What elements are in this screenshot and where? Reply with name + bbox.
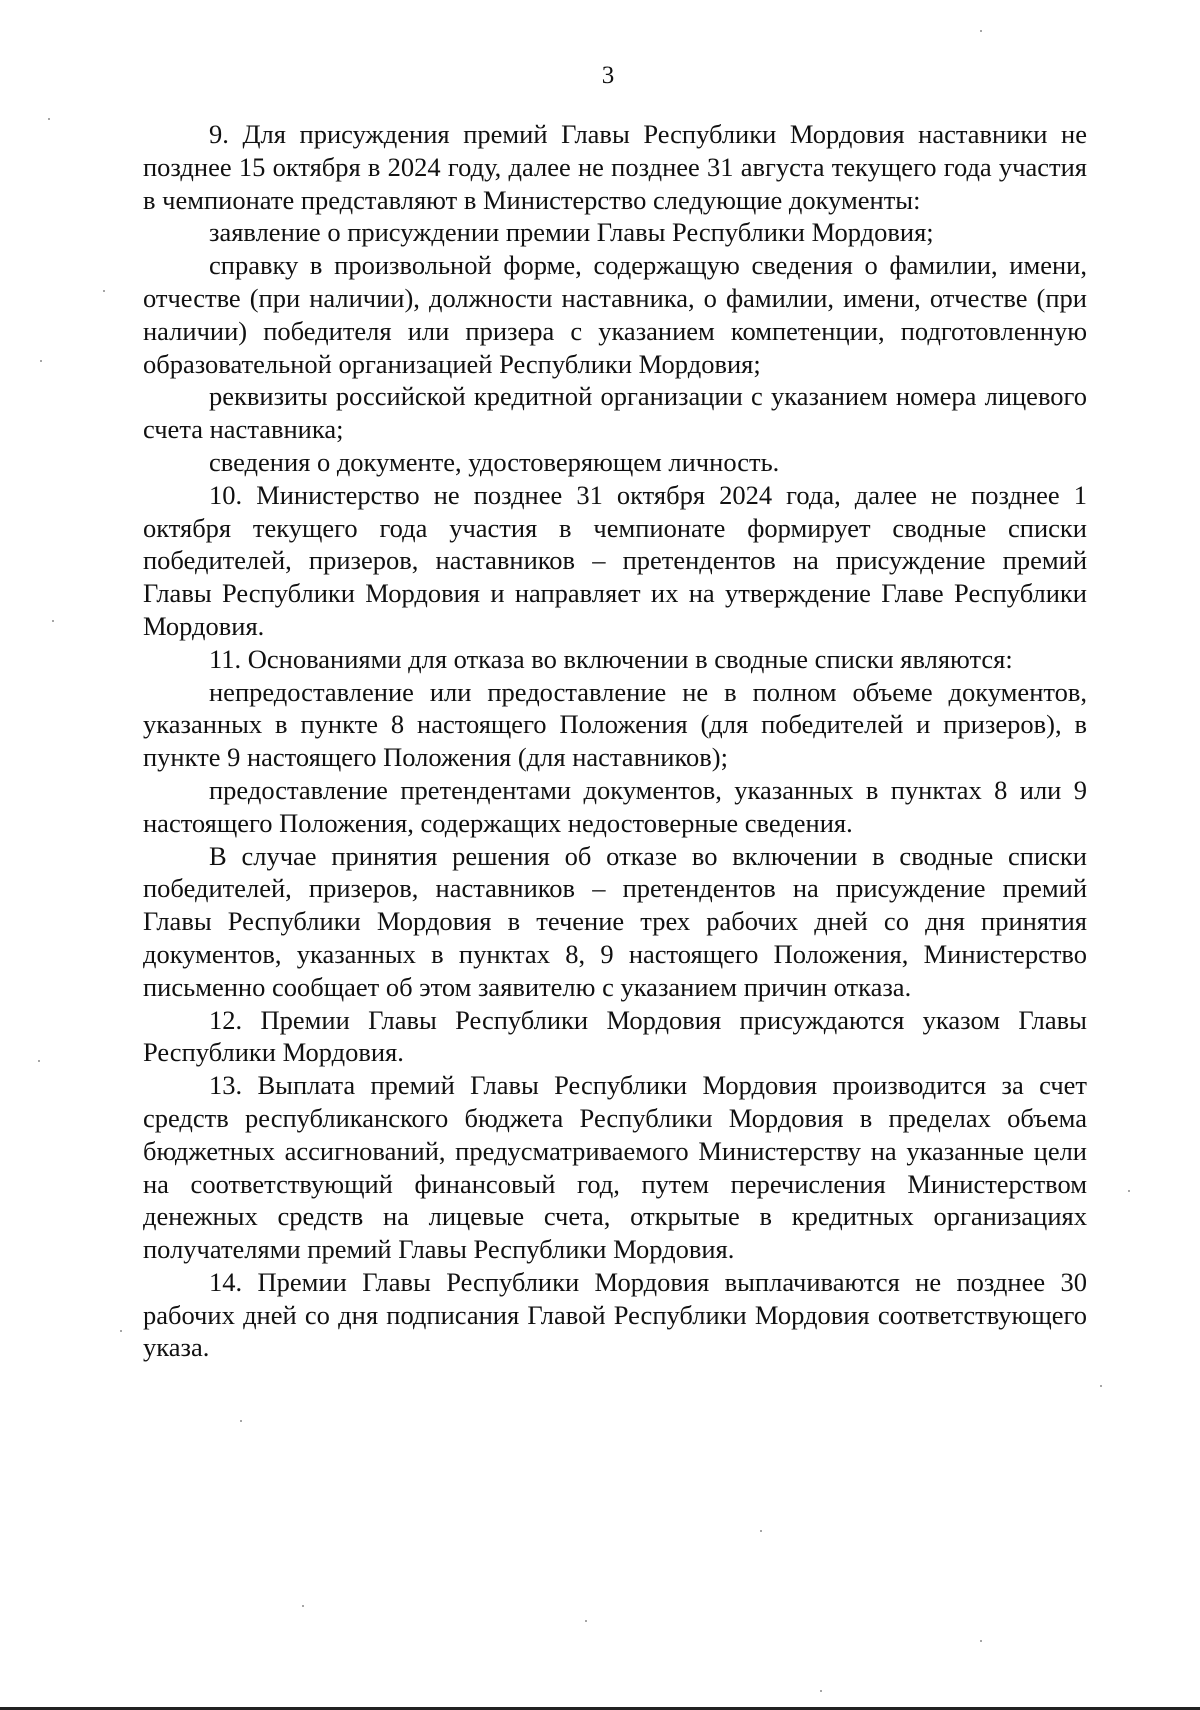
scan-speck xyxy=(820,1690,822,1692)
scan-speck xyxy=(1128,1190,1130,1192)
page-number: 3 xyxy=(601,62,615,89)
paragraph-9-application: заявление о присуждении премии Главы Республики Мордовия; xyxy=(209,217,934,248)
scan-speck xyxy=(103,290,105,292)
paragraph-12: 12. Премии Главы Республики Мордовия присуждаются указом Главы Республики Мордовия. xyxy=(143,1004,1087,1068)
paragraph-14: 14. Премии Главы Республики Мордовия выплачиваются не позднее 30 рабочих дней со дня подписания Главой Республики Мордовия соответствующего указа. xyxy=(143,1266,1087,1363)
paragraph-9-bank-details: реквизиты российской кредитной организации с указанием номера лицевого счета наставника; xyxy=(143,381,1087,445)
scan-speck xyxy=(1100,1385,1102,1387)
scan-speck xyxy=(120,1330,122,1332)
scan-speck xyxy=(980,1640,982,1642)
scan-speck xyxy=(240,1420,242,1422)
paragraph-11-incomplete-documents: непредоставление или предоставление не в полном объеме документов, указанных в пункте 8 настоящего Положения (для победителей и призеров), в пункте 9 настоящего Положения (для наставников); xyxy=(143,676,1087,773)
paragraph-11-false-information: предоставление претендентами документов, указанных в пунктах 8 или 9 настоящего Положения, содержащих недостоверные сведения. xyxy=(143,774,1087,838)
paragraph-13: 13. Выплата премий Главы Республики Мордовия производится за счет средств республиканского бюджета Республики Мордовия в пределах объема бюджетных ассигнований, предусматриваемого Министерству на указанные цели на соответствующий финансовый год, путем перечисления Министерством денежных средств на лицевые счета, открытые в кредитных организациях получателями премий Главы Республики Мордовия. xyxy=(143,1070,1087,1265)
scan-speck xyxy=(980,30,982,32)
paragraph-9-certificate: справку в произвольной форме, содержащую сведения о фамилии, имени, отчестве (при наличии), должности наставника, о фамилии, имени, отчестве (при наличии) победителя или призера с указанием компетенции, подготовленную образовательной организацией Республики Мордовия; xyxy=(143,250,1087,379)
paragraph-10: 10. Министерство не позднее 31 октября 2024 года, далее не позднее 1 октября текущего года участия в чемпионате формирует сводные списки победителей, призеров, наставников – претендентов на присуждение премий Главы Республики Мордовия и направляет их на утверждение Главе Республики Мордовия. xyxy=(143,479,1087,641)
scan-speck xyxy=(38,1060,40,1062)
scan-speck xyxy=(760,1530,762,1532)
scan-speck xyxy=(48,118,50,120)
paragraph-9-identity-document: сведения о документе, удостоверяющем личность. xyxy=(209,446,780,477)
document-body xyxy=(143,118,1087,1364)
scan-speck xyxy=(302,1605,304,1607)
scan-speck xyxy=(40,360,42,362)
scan-speck xyxy=(585,1620,587,1622)
scan-speck xyxy=(52,620,54,622)
paragraph-11-refusal-notice: В случае принятия решения об отказе во включении в сводные списки победителей, призеров, наставников – претендентов на присуждение премий Главы Республики Мордовия в течение трех рабочих дней со дня принятия документов, указанных в пунктах 8, 9 настоящего Положения, Министерство письменно сообщает об этом заявителю с указанием причин отказа. xyxy=(143,840,1087,1002)
paragraph-9: 9. Для присуждения премий Главы Республики Мордовия наставники не позднее 15 октября в 2024 году, далее не позднее 31 августа текущего года участия в чемпионате представляют в Министерство следующие документы: xyxy=(143,119,1087,215)
paragraph-11: 11. Основаниями для отказа во включении в сводные списки являются: xyxy=(209,643,1013,674)
